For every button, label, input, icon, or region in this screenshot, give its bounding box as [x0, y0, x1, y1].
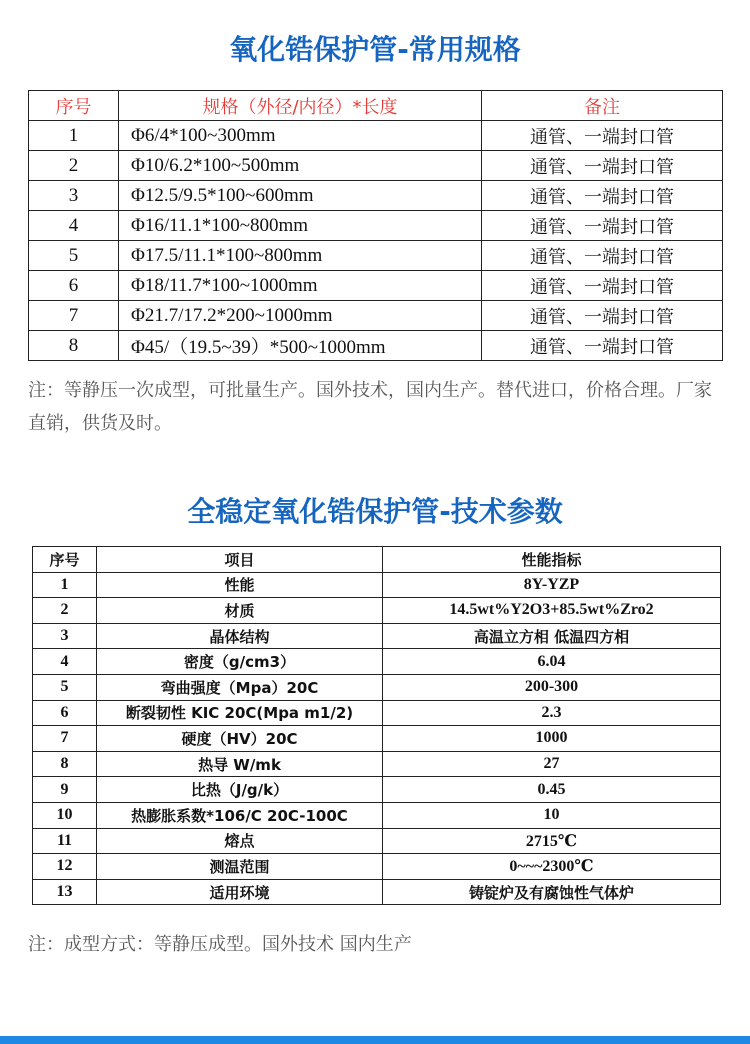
table-row [33, 674, 721, 700]
cell-index: 2 [29, 151, 119, 181]
header-spec: 规格（外径/内径）*长度 [119, 91, 482, 121]
table-row [29, 181, 723, 211]
table-row [29, 211, 723, 241]
cell-value: 200-300 [383, 674, 721, 700]
cell-index: 3 [33, 623, 97, 649]
cell-index: 7 [29, 301, 119, 331]
table-row [33, 828, 721, 854]
cell-index: 5 [29, 241, 119, 271]
header-index: 序号 [29, 91, 119, 121]
spec-table-title: 氧化锆保护管-常用规格 [229, 33, 521, 66]
cell-value: 铸锭炉及有腐蚀性气体炉 [383, 879, 721, 905]
table-row [33, 777, 721, 803]
cell-index: 1 [29, 121, 119, 151]
cell-index: 2 [33, 598, 97, 624]
table-row [33, 726, 721, 752]
cell-index: 12 [33, 854, 97, 880]
table-row [33, 623, 721, 649]
cell-index: 6 [33, 700, 97, 726]
cell-value: 6.04 [383, 649, 721, 675]
header-value: 性能指标 [383, 547, 721, 573]
cell-index: 4 [29, 211, 119, 241]
cell-item: 熔点 [97, 828, 383, 854]
table-row [33, 572, 721, 598]
table-row [33, 751, 721, 777]
cell-value: 高温立方相 低温四方相 [383, 623, 721, 649]
cell-spec: Φ17.5/11.1*100~800mm [119, 241, 482, 271]
header-index: 序号 [33, 547, 97, 573]
cell-index: 13 [33, 879, 97, 905]
cell-item: 硬度（HV）20C [97, 726, 383, 752]
cell-remark: 通管、一端封口管 [482, 301, 723, 331]
cell-item: 密度（g/cm3） [97, 649, 383, 675]
bottom-accent-bar [0, 1036, 750, 1044]
cell-index: 3 [29, 181, 119, 211]
cell-index: 8 [29, 331, 119, 361]
header-remark: 备注 [482, 91, 723, 121]
table-row [33, 854, 721, 880]
cell-item: 热导 W/mk [97, 751, 383, 777]
cell-value: 10 [383, 802, 721, 828]
cell-spec: Φ12.5/9.5*100~600mm [119, 181, 482, 211]
spec-note: 注：等静压一次成型，可批量生产。国外技术，国内生产。替代进口，价格合理。厂家直销，供货及时。 [28, 380, 712, 434]
cell-value: 0.45 [383, 777, 721, 803]
cell-value: 2.3 [383, 700, 721, 726]
cell-remark: 通管、一端封口管 [482, 181, 723, 211]
cell-remark: 通管、一端封口管 [482, 211, 723, 241]
cell-spec: Φ18/11.7*100~1000mm [119, 271, 482, 301]
cell-remark: 通管、一端封口管 [482, 271, 723, 301]
table-row [29, 271, 723, 301]
tech-params-title: 全稳定氧化锆保护管-技术参数 [187, 495, 563, 528]
tech-note: 注：成型方式：等静压成型。国外技术 国内生产 [28, 934, 412, 955]
cell-item: 晶体结构 [97, 623, 383, 649]
table-row [29, 151, 723, 181]
cell-remark: 通管、一端封口管 [482, 241, 723, 271]
table-row [33, 700, 721, 726]
cell-value: 2715℃ [383, 828, 721, 854]
cell-item: 性能 [97, 572, 383, 598]
cell-item: 弯曲强度（Mpa）20C [97, 674, 383, 700]
cell-item: 断裂韧性 KIC 20C(Mpa m1/2) [97, 700, 383, 726]
cell-item: 适用环境 [97, 879, 383, 905]
cell-index: 6 [29, 271, 119, 301]
cell-item: 比热（J/g/k） [97, 777, 383, 803]
table-row [29, 331, 723, 361]
cell-index: 8 [33, 751, 97, 777]
header-item: 项目 [97, 547, 383, 573]
cell-index: 7 [33, 726, 97, 752]
table-row [33, 802, 721, 828]
cell-remark: 通管、一端封口管 [482, 331, 723, 361]
table-row [29, 241, 723, 271]
cell-value: 14.5wt%Y2O3+85.5wt%Zro2 [383, 598, 721, 624]
cell-spec: Φ21.7/17.2*200~1000mm [119, 301, 482, 331]
tech-params-table [32, 546, 721, 905]
cell-index: 9 [33, 777, 97, 803]
cell-remark: 通管、一端封口管 [482, 151, 723, 181]
table-row [33, 598, 721, 624]
cell-value: 27 [383, 751, 721, 777]
cell-item: 材质 [97, 598, 383, 624]
cell-spec: Φ45/（19.5~39）*500~1000mm [119, 331, 482, 361]
spec-table-header-row [29, 91, 723, 121]
cell-index: 11 [33, 828, 97, 854]
cell-item: 测温范围 [97, 854, 383, 880]
table-row [29, 301, 723, 331]
cell-index: 10 [33, 802, 97, 828]
cell-remark: 通管、一端封口管 [482, 121, 723, 151]
cell-value: 0~~~2300℃ [383, 854, 721, 880]
cell-spec: Φ6/4*100~300mm [119, 121, 482, 151]
cell-index: 5 [33, 674, 97, 700]
cell-index: 4 [33, 649, 97, 675]
table-row [33, 879, 721, 905]
table-row [33, 649, 721, 675]
cell-index: 1 [33, 572, 97, 598]
cell-value: 8Y-YZP [383, 572, 721, 598]
cell-spec: Φ16/11.1*100~800mm [119, 211, 482, 241]
cell-value: 1000 [383, 726, 721, 752]
spec-table [28, 90, 723, 361]
tech-table-header-row [33, 547, 721, 573]
cell-item: 热膨胀系数*106/C 20C-100C [97, 802, 383, 828]
table-row [29, 121, 723, 151]
cell-spec: Φ10/6.2*100~500mm [119, 151, 482, 181]
